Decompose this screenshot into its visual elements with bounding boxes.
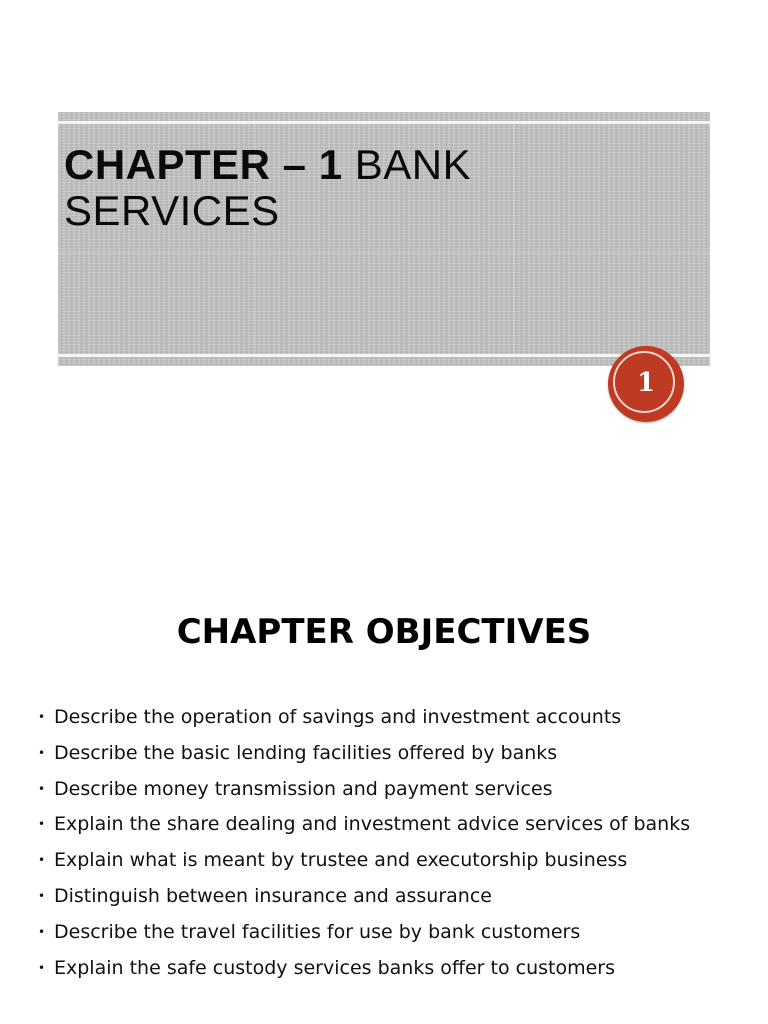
- chapter-title-text: BANK: [342, 141, 472, 188]
- chapter-title-line2: SERVICES: [64, 187, 280, 234]
- objective-item: • Explain the safe custody services banks offer to customers: [36, 951, 690, 987]
- objective-item: • Describe the basic lending facilities offered by banks: [36, 736, 690, 772]
- objectives-list: [36, 700, 690, 986]
- objective-item: • Describe money transmission and payment services: [36, 772, 690, 808]
- objective-item: • Explain what is meant by trustee and executorship business: [36, 843, 690, 879]
- band-top-line: [58, 121, 710, 124]
- band-horizontal-divider: [58, 252, 710, 254]
- objective-item: • Explain the share dealing and investment advice services of banks: [36, 807, 690, 843]
- band-panel-divider: [513, 124, 515, 354]
- objective-item: • Describe the operation of savings and investment accounts: [36, 700, 690, 736]
- chapter-title: [64, 142, 471, 234]
- chapter-title-number: CHAPTER – 1: [64, 141, 343, 188]
- slide-number: 1: [636, 368, 656, 398]
- objective-item: • Describe the travel facilities for use by bank customers: [36, 915, 690, 951]
- objectives-heading: CHAPTER OBJECTIVES: [176, 612, 592, 652]
- slide-number-badge: [608, 346, 684, 422]
- objective-item: • Distinguish between insurance and assurance: [36, 879, 690, 915]
